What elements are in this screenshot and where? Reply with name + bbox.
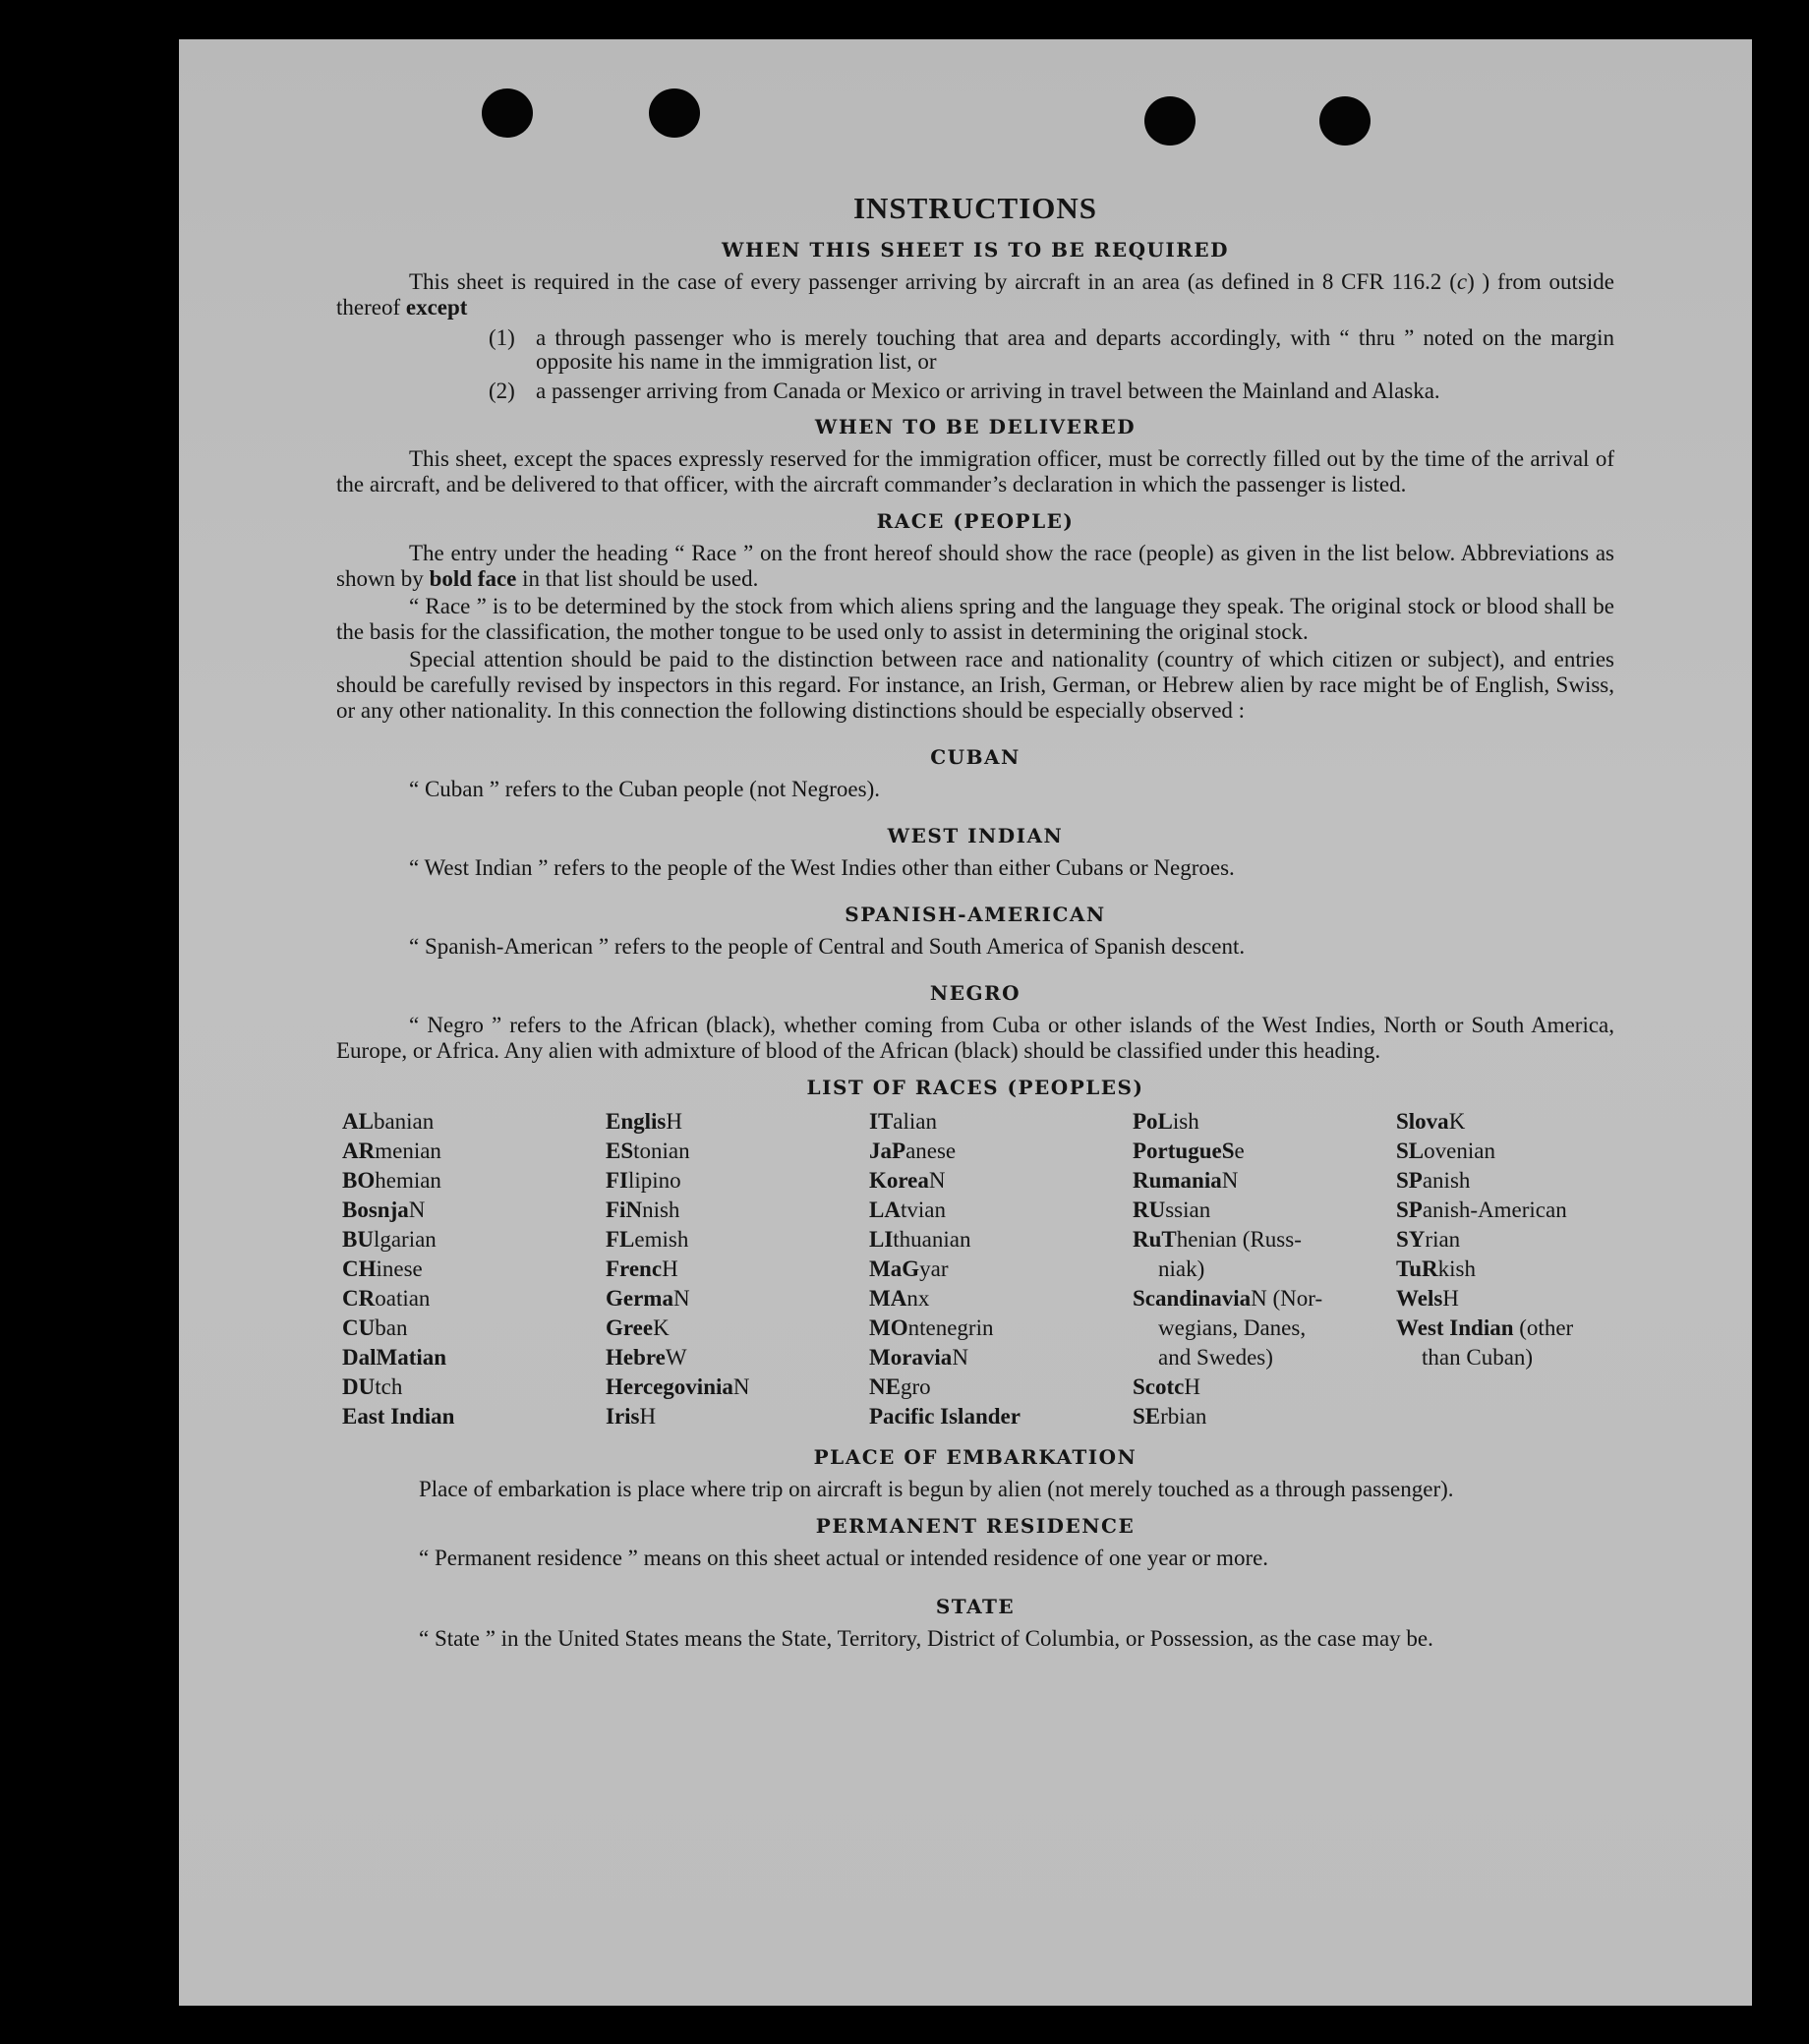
race-abbreviation: CU — [342, 1315, 376, 1340]
section-heading-state: STATE — [935, 1595, 1016, 1618]
race-remainder: anese — [905, 1139, 957, 1163]
race-abbreviation: East Indian — [342, 1404, 455, 1429]
race-entry — [342, 1255, 606, 1284]
delivered-text: This sheet, except the spaces expressly reserved for the immigration officer, must be correctly filled out by the time of the arrival of the aircraft, and be delivered to that officer, with the aircraft commander’s declaration in which the passenger is listed. — [336, 446, 1614, 496]
race-abbreviation: CR — [342, 1286, 376, 1311]
embarkation-text: Place of embarkation is place where trip on aircraft is begun by alien (not merely touched as a through passenger). — [419, 1477, 1454, 1501]
race-remainder: ban — [375, 1315, 408, 1340]
state-text: “ State ” in the United States means the State, Territory, District of Columbia, or Possession, as the case may be. — [419, 1626, 1433, 1651]
race-abbreviation: Hercegovinia — [606, 1374, 733, 1399]
race-abbreviation: Frenc — [606, 1256, 663, 1281]
punch-hole — [649, 88, 700, 138]
race-paragraph-2: “ Race ” is to be determined by the stock from which aliens spring and the language they speak. The original stock or blood shall be the basis for the classification, the mother tongue to be used only to assist in determining the original stock. — [336, 594, 1614, 644]
required-intro — [336, 269, 1614, 321]
race-entry — [342, 1314, 606, 1343]
race-entry — [869, 1196, 1133, 1225]
race-abbreviation: NE — [869, 1374, 901, 1399]
section-heading-required: WHEN THIS SHEET IS TO BE REQUIRED — [722, 238, 1229, 262]
race-entry — [869, 1372, 1133, 1402]
race-entry — [1133, 1107, 1396, 1137]
race-entry — [1396, 1255, 1620, 1284]
race-remainder: ish — [1172, 1109, 1199, 1134]
race-entry — [869, 1402, 1133, 1431]
race-remainder: rbian — [1160, 1404, 1207, 1429]
race-remainder: N — [732, 1374, 750, 1399]
section-heading-delivered: WHEN TO BE DELIVERED — [814, 415, 1137, 438]
race-abbreviation: MaG — [869, 1256, 920, 1281]
race-remainder: kish — [1437, 1256, 1476, 1281]
race-remainder: rian — [1425, 1227, 1461, 1252]
race-abbreviation: Scandinavia — [1133, 1286, 1252, 1311]
race-abbreviation: PoL — [1133, 1109, 1173, 1134]
race-abbreviation: SY — [1396, 1227, 1426, 1252]
section-heading-spanish-american: SPANISH-AMERICAN — [845, 903, 1106, 926]
races-column — [1133, 1107, 1396, 1431]
race-abbreviation: MA — [869, 1286, 907, 1311]
race-abbreviation: Wels — [1396, 1286, 1443, 1311]
race-remainder: ovenian — [1424, 1139, 1495, 1163]
race-entry — [869, 1166, 1133, 1196]
race-abbreviation: AL — [342, 1109, 374, 1134]
race-remainder: K — [653, 1315, 670, 1340]
race-entry — [869, 1314, 1133, 1343]
race-remainder: wegians, Danes, — [1158, 1315, 1307, 1340]
race-remainder: nx — [906, 1286, 930, 1311]
race-entry — [342, 1402, 606, 1431]
section-heading-list: LIST OF RACES (PEOPLES) — [806, 1076, 1144, 1099]
race-entry — [342, 1107, 606, 1137]
race-entry — [606, 1372, 869, 1402]
race-abbreviation: FI — [606, 1168, 628, 1193]
item-number: (2) — [489, 379, 515, 403]
race-abbreviation: LI — [869, 1227, 894, 1252]
race-abbreviation: Rumania — [1133, 1168, 1222, 1193]
race-abbreviation: PortugueS — [1133, 1139, 1235, 1163]
required-intro-except: except — [405, 295, 468, 320]
punch-hole — [482, 88, 533, 138]
race-remainder: nish — [642, 1197, 680, 1222]
page-title: INSTRUCTIONS — [852, 191, 1097, 225]
section-heading-negro: NEGRO — [929, 981, 1021, 1005]
race-entry — [606, 1107, 869, 1137]
race-entry — [869, 1107, 1133, 1137]
race-abbreviation: RuT — [1133, 1227, 1177, 1252]
required-intro-part: This sheet is required in the case of every passenger arriving by aircraft in an area (as defined in 8 CFR 116.2 ( — [409, 269, 1457, 294]
section-heading-embarkation: PLACE OF EMBARKATION — [813, 1445, 1138, 1469]
race-remainder: alian — [893, 1109, 937, 1134]
race-abbreviation: Korea — [869, 1168, 929, 1193]
race-entry — [869, 1284, 1133, 1314]
race-remainder: H — [662, 1256, 678, 1281]
race-paragraph-1 — [336, 541, 1614, 592]
race-remainder: tvian — [900, 1197, 946, 1222]
race-abbreviation: Bosnja — [342, 1197, 409, 1222]
race-entry — [1133, 1372, 1396, 1402]
race-abbreviation: Moravia — [869, 1345, 953, 1370]
race-abbreviation: West Indian — [1396, 1315, 1514, 1340]
race-entry — [1396, 1225, 1620, 1255]
race-remainder: yar — [919, 1256, 949, 1281]
required-intro-part: ) ) from outside thereof — [336, 269, 1614, 320]
section-heading-west-indian: WEST INDIAN — [887, 824, 1064, 847]
race-remainder: banian — [373, 1109, 435, 1134]
race-remainder: oatian — [375, 1286, 431, 1311]
race-remainder: anish-American — [1422, 1197, 1567, 1222]
race-entry — [1396, 1343, 1620, 1372]
race-paragraph-3: Special attention should be paid to the distinction between race and nationality (country of which citizen or subject), and entries should be carefully revised by inspectors in this regard. For instance, an Irish, German, or Hebrew alien by race might be of English, Swiss, or any other nationality. In this connection the following distinctions should be especially observed : — [336, 647, 1614, 723]
west-indian-text: “ West Indian ” refers to the people of the West Indies other than either Cubans or Negroes. — [409, 855, 1235, 880]
race-abbreviation: Pacific Islander — [869, 1404, 1021, 1429]
race-abbreviation: Gree — [606, 1315, 654, 1340]
race-entry — [1133, 1196, 1396, 1225]
race-remainder: emish — [634, 1227, 689, 1252]
race-remainder: henian (Russ- — [1176, 1227, 1302, 1252]
race-abbreviation: RU — [1133, 1197, 1166, 1222]
race-abbreviation: DU — [342, 1374, 376, 1399]
required-item — [489, 326, 1614, 374]
race-entry — [1133, 1255, 1396, 1284]
race-abbreviation: SL — [1396, 1139, 1425, 1163]
race-entry — [606, 1225, 869, 1255]
race-entry — [1133, 1166, 1396, 1196]
race-remainder: than Cuban) — [1422, 1345, 1534, 1370]
race-remainder: tch — [375, 1374, 403, 1399]
race-remainder: inese — [376, 1256, 423, 1281]
race-entry — [1396, 1137, 1620, 1166]
race-entry — [606, 1166, 869, 1196]
race-abbreviation: SE — [1133, 1404, 1161, 1429]
race-entry — [342, 1372, 606, 1402]
race-remainder: N — [952, 1345, 968, 1370]
race-entry — [1396, 1196, 1620, 1225]
spanish-american-text: “ Spanish-American ” refers to the people of Central and South America of Spanish descent. — [409, 934, 1246, 959]
race-remainder: W — [665, 1345, 687, 1370]
race-abbreviation: IT — [869, 1109, 894, 1134]
race-entry — [1133, 1314, 1396, 1343]
race-remainder: tonian — [633, 1139, 690, 1163]
required-item — [489, 380, 1614, 403]
race-abbreviation: ES — [606, 1139, 634, 1163]
section-heading-race: RACE (PEOPLE) — [876, 509, 1075, 533]
races-column — [606, 1107, 869, 1431]
race-remainder: H — [666, 1109, 682, 1134]
race-p1-part: in that list should be used. — [516, 566, 759, 591]
race-remainder: H — [1442, 1286, 1459, 1311]
race-p1-part: The entry under the heading “ Race ” on the front hereof should show the race (people) as given in the list below. Abbreviations as shown by — [336, 541, 1614, 591]
race-entry — [606, 1314, 869, 1343]
race-remainder: ntenegrin — [907, 1315, 994, 1340]
item-text: a passenger arriving from Canada or Mexico or arriving in travel between the Mainland and Alaska. — [536, 379, 1440, 403]
race-remainder: N — [408, 1197, 426, 1222]
cuban-text: “ Cuban ” refers to the Cuban people (not Negroes). — [409, 777, 881, 801]
race-entry — [1396, 1314, 1620, 1343]
item-text: a through passenger who is merely touching that area and departs accordingly, with “ thru ” noted on the margin opposite his name in the immigration list, or — [536, 325, 1614, 374]
punch-hole — [1144, 96, 1196, 146]
race-entry — [606, 1196, 869, 1225]
race-remainder: N — [1221, 1168, 1239, 1193]
race-p1-bold: bold face — [429, 566, 517, 591]
race-entry — [869, 1225, 1133, 1255]
section-heading-cuban: CUBAN — [930, 745, 1021, 769]
punch-hole — [1319, 96, 1371, 146]
required-intro-italic: c — [1456, 269, 1468, 294]
races-column — [869, 1107, 1133, 1431]
document-sheet — [179, 39, 1752, 2006]
race-remainder: e — [1234, 1139, 1245, 1163]
race-abbreviation: Hebre — [606, 1345, 666, 1370]
race-entry — [1133, 1343, 1396, 1372]
race-entry — [606, 1402, 869, 1431]
race-entry — [1133, 1225, 1396, 1255]
race-entry — [606, 1284, 869, 1314]
section-heading-residence: PERMANENT RESIDENCE — [815, 1514, 1136, 1538]
race-abbreviation: Iris — [606, 1404, 640, 1429]
race-abbreviation: AR — [342, 1139, 376, 1163]
race-entry — [342, 1343, 606, 1372]
race-remainder: ssian — [1165, 1197, 1211, 1222]
race-remainder: H — [639, 1404, 657, 1429]
race-entry — [869, 1137, 1133, 1166]
race-abbreviation: FiN — [606, 1197, 643, 1222]
race-entry — [606, 1343, 869, 1372]
race-entry — [869, 1255, 1133, 1284]
race-entry — [342, 1225, 606, 1255]
race-abbreviation: CH — [342, 1256, 377, 1281]
race-abbreviation: Slova — [1396, 1109, 1449, 1134]
race-remainder: and Swedes) — [1158, 1345, 1273, 1370]
race-abbreviation: SP — [1396, 1197, 1423, 1222]
race-remainder: lgarian — [373, 1227, 437, 1252]
race-entry — [342, 1284, 606, 1314]
race-entry — [1133, 1402, 1396, 1431]
race-entry — [1396, 1284, 1620, 1314]
race-remainder: niak) — [1158, 1256, 1205, 1281]
race-remainder: gro — [900, 1374, 931, 1399]
races-list — [342, 1107, 1614, 1431]
race-entry — [342, 1166, 606, 1196]
race-abbreviation: FL — [606, 1227, 635, 1252]
race-abbreviation: BU — [342, 1227, 374, 1252]
race-entry — [869, 1343, 1133, 1372]
race-entry — [1133, 1284, 1396, 1314]
race-entry — [606, 1255, 869, 1284]
race-abbreviation: Scotc — [1133, 1374, 1185, 1399]
races-column — [342, 1107, 606, 1431]
race-abbreviation: DalMatian — [342, 1345, 447, 1370]
instructions-content — [336, 149, 1614, 1654]
race-remainder: (other — [1513, 1315, 1574, 1340]
race-remainder: anish — [1422, 1168, 1471, 1193]
race-entry — [606, 1137, 869, 1166]
race-remainder: lipino — [628, 1168, 681, 1193]
residence-text: “ Permanent residence ” means on this sheet actual or intended residence of one year or more. — [419, 1546, 1269, 1570]
race-abbreviation: Germa — [606, 1286, 673, 1311]
race-abbreviation: SP — [1396, 1168, 1423, 1193]
race-entry — [342, 1196, 606, 1225]
race-remainder: N — [672, 1286, 690, 1311]
races-column — [1396, 1107, 1620, 1431]
race-remainder: N — [928, 1168, 946, 1193]
race-abbreviation: Englis — [606, 1109, 667, 1134]
race-entry — [1133, 1137, 1396, 1166]
race-remainder: N (Nor- — [1251, 1286, 1323, 1311]
item-number: (1) — [489, 325, 515, 350]
race-abbreviation: MO — [869, 1315, 908, 1340]
race-remainder: menian — [375, 1139, 441, 1163]
race-remainder: H — [1184, 1374, 1200, 1399]
race-abbreviation: LA — [869, 1197, 901, 1222]
race-abbreviation: BO — [342, 1168, 376, 1193]
race-entry — [1396, 1107, 1620, 1137]
race-entry — [342, 1137, 606, 1166]
race-remainder: hemian — [375, 1168, 441, 1193]
race-remainder: thuanian — [893, 1227, 971, 1252]
race-entry — [1396, 1166, 1620, 1196]
race-remainder: K — [1448, 1109, 1466, 1134]
negro-text: “ Negro ” refers to the African (black), whether coming from Cuba or other islands of the West Indies, North or South America, Europe, or Africa. Any alien with admixture of blood of the African (black) should be classified under this heading. — [336, 1013, 1614, 1063]
race-abbreviation: TuR — [1396, 1256, 1438, 1281]
race-abbreviation: JaP — [869, 1139, 906, 1163]
